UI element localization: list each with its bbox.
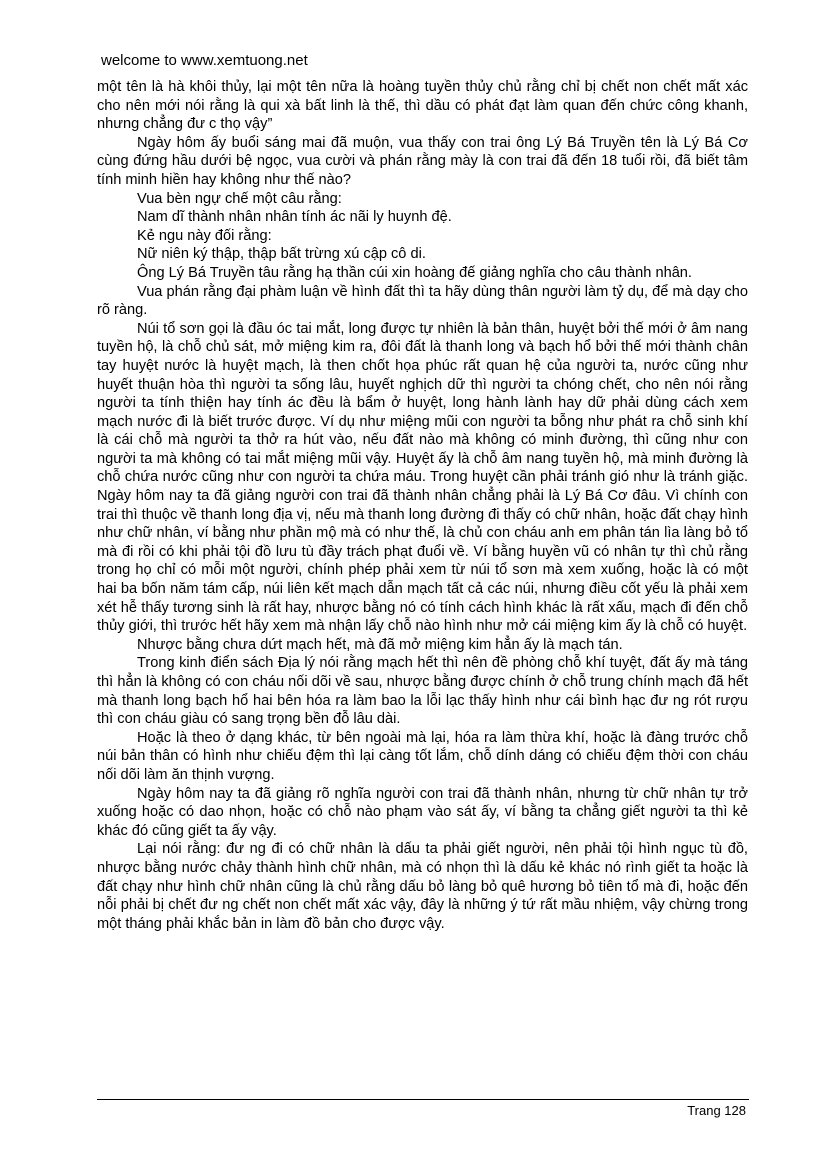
page-header: welcome to www.xemtuong.net — [101, 52, 308, 69]
document-body — [97, 78, 748, 933]
paragraph: Vua bèn ngự chế một câu rằng: — [137, 190, 342, 207]
paragraph: Kẻ ngu này đối rằng: — [137, 227, 272, 244]
paragraph: Nam dĩ thành nhân nhân tính ác nãi ly huynh đệ. — [137, 209, 452, 226]
paragraph: một tên là hà khôi thủy, lại một tên nữa là hoàng tuyền thủy chủ rằng chỉ bị chết non chết mất xác cho nên mới nói rằng là qui xà bất linh là thế, thì dầu có phát đạt làm quan đến chức công khanh, nhưng chẳng đư c thọ vậy” — [97, 79, 748, 133]
paragraph: Hoặc là theo ở dạng khác, từ bên ngoài mà lại, hóa ra làm thừa khí, hoặc là đàng trước chỗ núi bản thân có hình như chiếu đệm thì lại càng tốt lắm, chỗ dính dáng có chiếu đệm thời con cháu nối dõi làm ăn thịnh vượng. — [97, 729, 748, 783]
footer-rule — [97, 1099, 749, 1100]
paragraph: Núi tổ sơn gọi là đầu óc tai mắt, long được tự nhiên là bản thân, huyệt bởi thế mới ở âm nang tuyền hộ, là chỗ chủ sát, mở miệng kim ra, đôi đất là thanh long và bạch hổ bởi thế mới thành chân tay huyệt nước là huyệt mạch, là then chốt họa phúc rất quan hệ của người ta, nước cũng như huyết thuận hòa thì người ta sống lâu, huyết nghịch dữ thì người ta chóng chết, cho nên nói rằng người ta tính thiện hay tính ác đều là bẩm ở huyệt, long hành lành hay dữ phải dùng cách xem mạch nước đi là biết trước được. Ví dụ như miệng mũi con người ta bỗng như phát ra chỗ sinh khí là cái chỗ mà người ta thở ra hút vào, nếu đất nào mà không có minh đường, thì cũng như con người ta mà không có tai mắt miệng mũi vậy. Huyệt ấy là chỗ âm nang tuyền hộ, mà minh đường là chỗ chứa nước cũng như con người ta chứa máu. Trong huyệt cần phải tránh gió như là tránh giặc. Ngày hôm nay ta đã giảng người con trai đã thành nhân chẳng phải là Lý Bá Cơ đâu. Vì chính con trai thì thuộc về thanh long địa vị, nếu mà thanh long đường đi thấy có chữ nhân, hoặc đất chạy hình như chữ nhân, ví bằng như phần mộ mà có như thế, là chủ con cháu anh em phân tán lìa làng bỏ tổ mà đi rồi có khi phải tội đồ lưu tù đầy trách phạt đuổi về. Ví bằng huyền vũ có nhân tự thì chủ rằng trong họ chỉ có mỗi một người, chính phép phải xem từ núi tổ sơn mà xem xuống, hoặc là có một hai ba bốn năm tám cấp, núi liên kết mạch dẫn mạch tất cả các núi, nhưng điều cốt yếu là phải xem xét hễ thấy tương sinh là rất hay, nhược bằng nó có tính cách hình khác là rất xấu, mạch đi đến chỗ thủy giới, thì trước hết hãy xem mà nhận lấy chỗ nào hình như mở cái miệng kim ấy là chỗ có huyệt. — [97, 320, 748, 635]
paragraph: Ông Lý Bá Truyền tâu rằng hạ thần cúi xin hoàng đế giảng nghĩa cho câu thành nhân. — [137, 264, 692, 281]
paragraph: Vua phán rằng đại phàm luận về hình đất thì ta hãy dùng thân người làm tỷ dụ, để mà dạy cho rõ ràng. — [97, 283, 748, 319]
paragraph: Nữ niên ký thập, thập bất trừng xú cập cô di. — [137, 246, 426, 263]
paragraph: Nhược bằng chưa dứt mạch hết, mà đã mở miệng kim hẳn ấy là mạch tán. — [137, 636, 623, 653]
paragraph: Lại nói rằng: đư ng đi có chữ nhân là dấu ta phải giết người, nên phải tội hình ngục tù đồ, nhược bằng nước chảy thành hình chữ nhân, mà có nhọn thì là dấu kẻ khác nó rình giết ta hoặc là đất chạy như hình chữ nhân cũng là chủ rằng dấu bỏ làng bỏ quê hương bỏ tiên tổ mà đi, hoặc đến nỗi phải bị chết đư ng chết non chết mất xác vậy, đây là những ý tứ rất mầu nhiệm, vậy chừng trong một tháng phải khắc bản in làm đồ bản cho được vậy. — [97, 841, 748, 932]
paragraph: Ngày hôm ấy buổi sáng mai đã muộn, vua thấy con trai ông Lý Bá Truyền tên là Lý Bá Cơ cùng đứng hầu dưới bệ ngọc, vua cười và phán rằng mày là con trai đã đến 18 tuổi rồi, đã biết tâm tính minh hiền hay không như thế nào? — [97, 134, 748, 188]
page-number: Trang 128 — [687, 1103, 746, 1118]
paragraph: Trong kinh điển sách Địa lý nói rằng mạch hết thì nên đề phòng chỗ khí tuyệt, đất ấy mà táng thì hẳn là không có con cháu nối dõi về sau, nhược bằng được chính ở chỗ trung chính mạch đã hết mà thanh long bạch hổ hai bên hóa ra làm bao la lỗi lạc thấy hình như cái bình hạc đư ng rót rượu thì con cháu giàu có sang trọng bền đỗ lâu dài. — [97, 655, 748, 728]
paragraph: Ngày hôm nay ta đã giảng rõ nghĩa người con trai đã thành nhân, nhưng từ chữ nhân tự trở xuống hoặc có dao nhọn, hoặc có chỗ nào phạm vào sát ấy, ví bằng ta chẳng giết người ta thì kẻ khác đó cũng giết ta ấy vậy. — [97, 785, 748, 839]
